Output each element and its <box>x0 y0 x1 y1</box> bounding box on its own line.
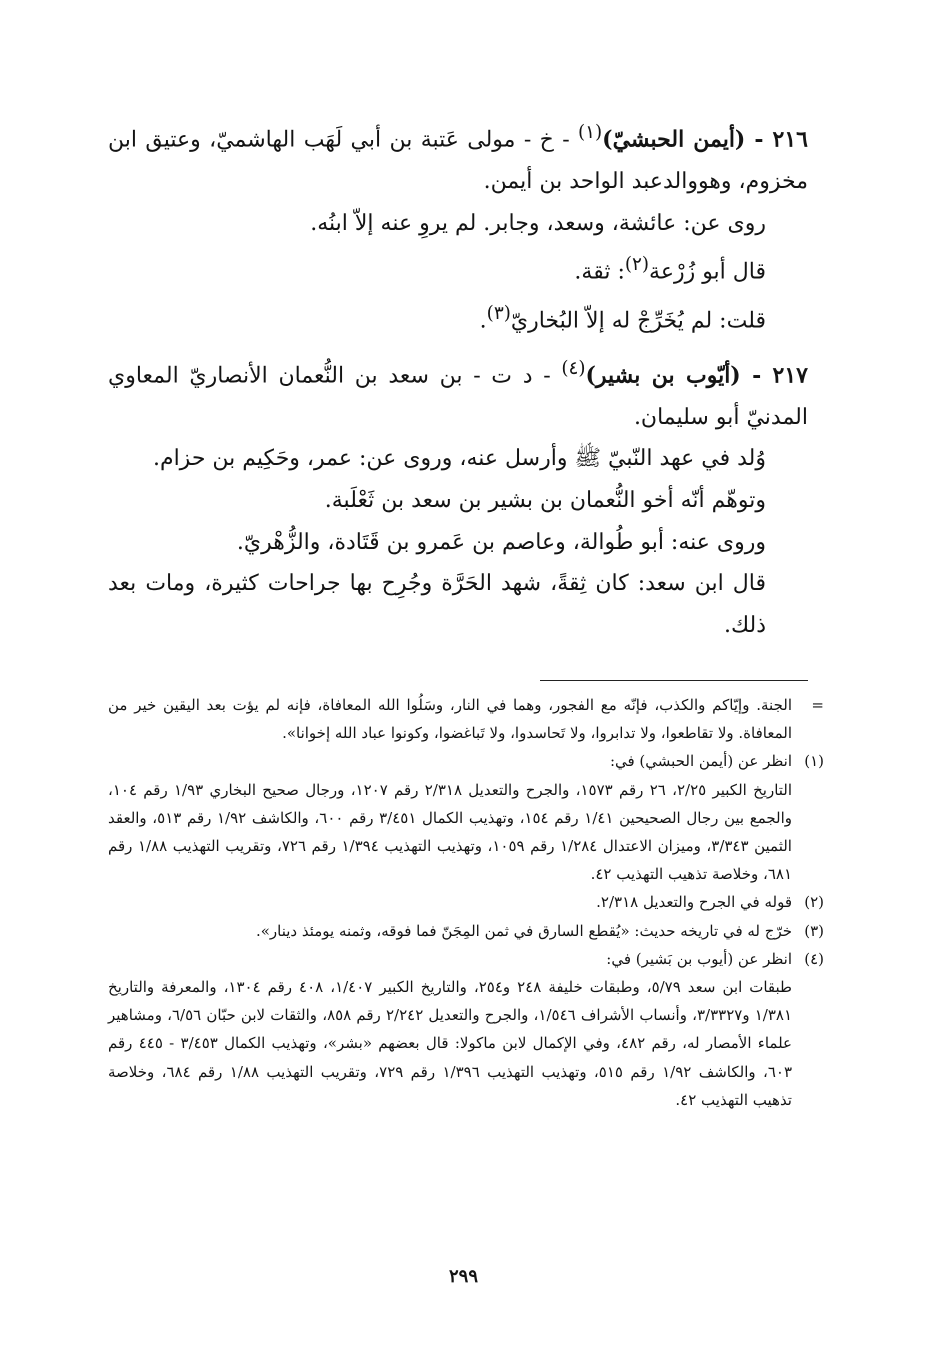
footnote-text: قوله في الجرح والتعديل ٢/٣١٨. <box>596 893 792 912</box>
entry-216-abu-zura-after: : ثقة. <box>574 259 625 285</box>
entry-217-heading-paragraph <box>108 348 808 439</box>
footnotes <box>108 691 824 1114</box>
footnote-ref-2: (٢) <box>624 254 650 276</box>
footnote-text: انظر عن (أيوب بن بَشير) في: <box>606 949 792 968</box>
entry-217-ibn-sad-text: قال ابن سعد: كان ثِقةً، شهد الحَرَّة وجُرِح بها جراحات كثيرة، ومات بعد ذلك. <box>108 571 766 638</box>
footnote-text: التاريخ الكبير ٢/٢٥، ٢٦ رقم ١٥٧٣، والجرح والتعديل ٢/٣١٨ رقم ١٢٠٧، ورجال صحيح البخاري ١/٩٣ رقم ١٠٤، والجمع بين رجال الصحيحين ١/٤١ رقم ١٥٤، وتهذيب الكمال ٣/٤٥١ رقم ٦٠٠، والكاشف ١/٩٢ رقم ٥١٣، والعقد الثمين ٣/٣٤٣، وميزان الاعتدال ١/٢٨٤ رقم ١٠٥٩، وتهذيب التهذيب ١/٣٩٤ رقم ٧٢٦، وتقريب التهذيب ١/٨٨ رقم ٦٨١، وخلاصة تذهيب التهذيب ٤٢. <box>108 780 793 884</box>
footnote-ref-1: (١) <box>578 122 603 143</box>
footnote-text: خرّج له في تاريخه حديث: «يُقطع السارق في ثمن المِجَنّ فما فوقه، وثمنه يومئذ دينار». <box>255 921 792 940</box>
footnote-1 <box>108 747 824 775</box>
entry-216-intro: - خ - مولى عَتبة بن أبي لَهَب الهاشميّ، وعتيق ابن مخزوم، وهووالدعبد الواحد بن أيمن. <box>108 127 808 194</box>
footnote-number: (٣) <box>804 921 824 940</box>
footnote-1-sources <box>108 776 824 889</box>
entry-217-narrators-text: وروى عنه: أبو طُوالة، وعاصم بن عَمرو بن قَتَادة، والزُّهْريّ. <box>236 529 766 555</box>
footnote-number: (٤) <box>804 949 824 968</box>
entry-217-confusion-text: وتوهّم أنّه أخو النُّعمان بن بشير بن سعد بن ثَعْلَبة. <box>324 488 766 514</box>
footnote-text: طبقات ابن سعد ٥/٧٩، وطبقات خليفة ٢٤٨ و٢٥٤، والتاريخ الكبير ١/٤٠٧، ٤٠٨ رقم ١٣٠٤، والمعرفة والتاريخ ١/٣٨١ و٣/٣٣٢٧، وأنساب الأشراف ١/٥٤٦، والجرح والتعديل ٢/٢٤٢ رقم ٨٥٨، والثقات لابن حبّان ٦/٥٦، ومشاهير علماء الأمصار له، رقم ٤٨٢، وفي الإكمال لابن ماكولا: قال بعضهم «بشر»، وتهذيب الكمال ٣/٤٥٣ - ٤٤٥ رقم ٦٠٣، والكاشف ١/٩٢ رقم ٥١٥، وتهذيب التهذيب ١/٣٩٦ رقم ٧٢٩، وتقريب التهذيب ١/٨٨ رقم ٦٨٤، وخلاصة تذهيب التهذيب ٤٢. <box>108 978 793 1109</box>
footnote-text: انظر عن (أيمن الحبشي) في: <box>609 752 792 771</box>
entry-216-abu-zura <box>108 244 808 293</box>
entry-217-birth-text: وُلد في عهد النّبيّ ﷺ وأرسل عنه، وروى عن: عمر، وحَكِيم بن حزام. <box>152 446 766 472</box>
footnote-text: الجنة. وإيّاكم والكذب، فإنّه مع الفجور، وهما في النار، وسَلُوا الله المعافاة، فإنه لم يؤت بعد اليقين خير من المعافاة. ولا تقاطعوا، ولا تدابروا، ولا تَحاسدوا، ولا تَباغضوا، وكونوا عباد الله إخوانا». <box>108 696 792 743</box>
entry-217-narrators <box>108 522 808 564</box>
footnote-3 <box>108 917 824 945</box>
entry-217-intro: - د ت - بن سعد بن النُّعمان الأنصاريّ المعاوي المدنيّ أبو سليمان. <box>108 363 808 430</box>
entry-216-heading-paragraph <box>108 112 808 203</box>
entry-216-title: ٢١٦ - (أيمن الحبشيّ) <box>602 126 808 153</box>
entry-216-note <box>108 293 808 342</box>
footnote-continuation <box>108 691 824 747</box>
entry-216-narrators <box>108 203 808 245</box>
footnote-separator <box>540 680 808 681</box>
footnote-ref-3: (٣) <box>486 303 511 325</box>
footnote-2 <box>108 888 824 916</box>
footnote-4 <box>108 945 824 973</box>
entry-216-narrators-text: روى عن: عائشة، وسعد، وجابر. لم يروِ عنه إلاّ ابنُه. <box>310 210 766 236</box>
entry-217-ibn-sad <box>108 563 808 646</box>
footnote-number: (٢) <box>804 893 824 912</box>
footnote-4-sources <box>108 973 824 1114</box>
page-number: ٢٩٩ <box>448 1266 478 1287</box>
footnote-marker: = <box>811 696 824 714</box>
entry-216-note-after: . <box>479 308 487 334</box>
entry-216-note-text: قلت: لم يُخَرِّجْ له إلاّ البُخاريّ <box>510 308 766 334</box>
footnote-ref-4: (٤) <box>561 357 586 379</box>
footnote-number: (١) <box>804 752 824 771</box>
entry-217-title: ٢١٧ - (أيّوب بن بشير) <box>585 362 808 389</box>
entry-217-confusion <box>108 480 808 522</box>
entry-217-birth <box>108 438 808 480</box>
entry-216-abu-zura-text: قال أبو زُرْعة <box>649 259 766 285</box>
main-text <box>108 112 808 646</box>
